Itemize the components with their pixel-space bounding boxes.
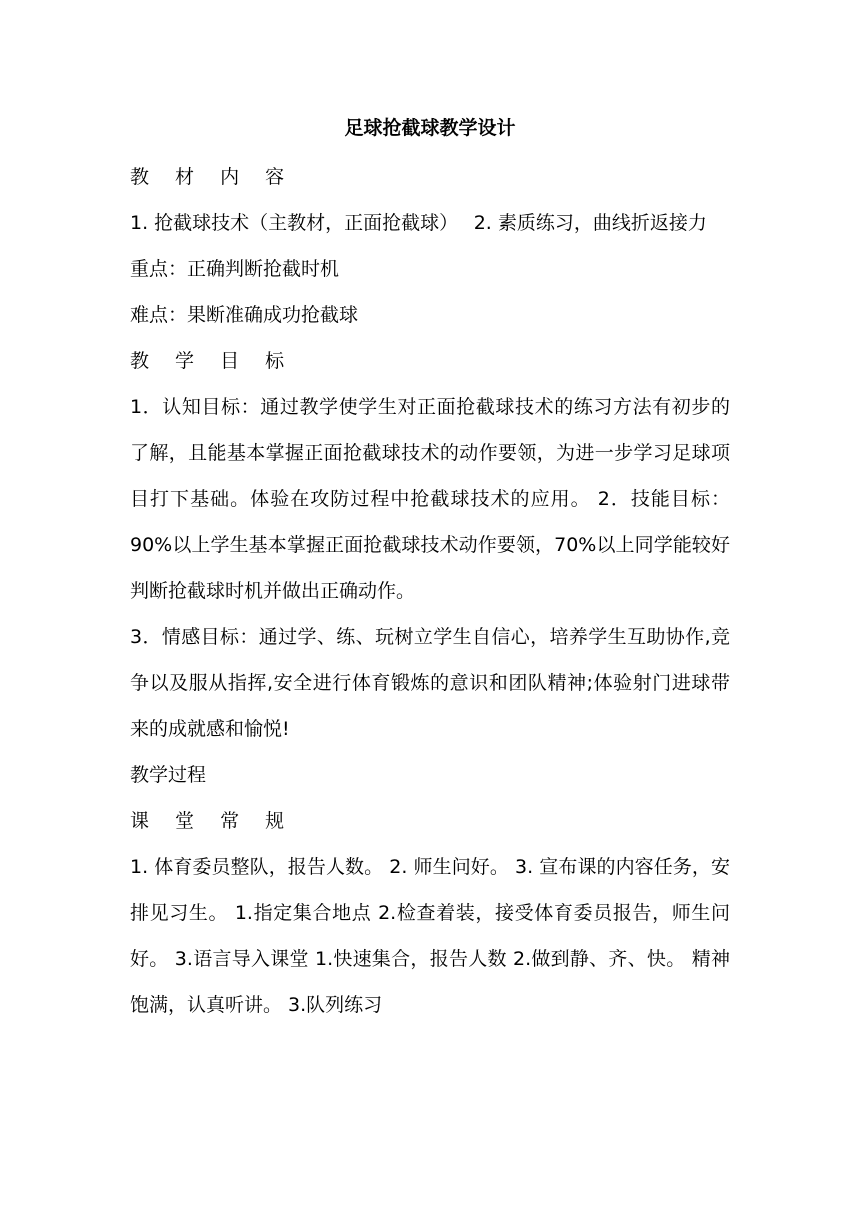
heading-class-routine: 课 堂 常 规 [130,810,295,832]
difficult-point: 难点：果断准确成功抢截球 [130,304,359,326]
class-routine-content: 1. 体育委员整队，报告人数。 2. 师生问好。 3. 宣布课的内容任务，安排见习生。 1.指定集合地点 2.检查着装，接受体育委员报告，师生问好。 3.语言导入课堂 1.快速集合，报告人数 2.做到静、齐、快。 精神饱满，认真听讲。 3.队列练习 [130,856,730,1016]
document-page [130,108,730,1028]
content-items: 1. 抢截球技术（主教材，正面抢截球） 2. 素质练习，曲线折返接力 [130,212,707,234]
key-point: 重点：正确判断抢截时机 [130,258,340,280]
goals-cognitive-skill: 1．认知目标：通过教学使学生对正面抢截球技术的练习方法有初步的了解，且能基本掌握正面抢截球技术的动作要领，为进一步学习足球项目打下基础。体验在攻防过程中抢截球技术的应用。 2．技能目标：90%以上学生基本掌握正面抢截球技术动作要领，70%以上同学能较好判断抢截球时机并做出正确动作。 [130,396,730,602]
heading-teaching-process: 教学过程 [130,764,207,786]
heading-teaching-content: 教 材 内 容 [130,166,295,188]
goals-emotional: 3．情感目标：通过学、练、玩树立学生自信心，培养学生互助协作,竞争以及服从指挥,安全进行体育锻炼的意识和团队精神;体验射门进球带来的成就感和愉悦! [130,626,730,740]
document-title: 足球抢截球教学设计 [344,117,516,139]
heading-teaching-goals: 教 学 目 标 [130,350,295,372]
